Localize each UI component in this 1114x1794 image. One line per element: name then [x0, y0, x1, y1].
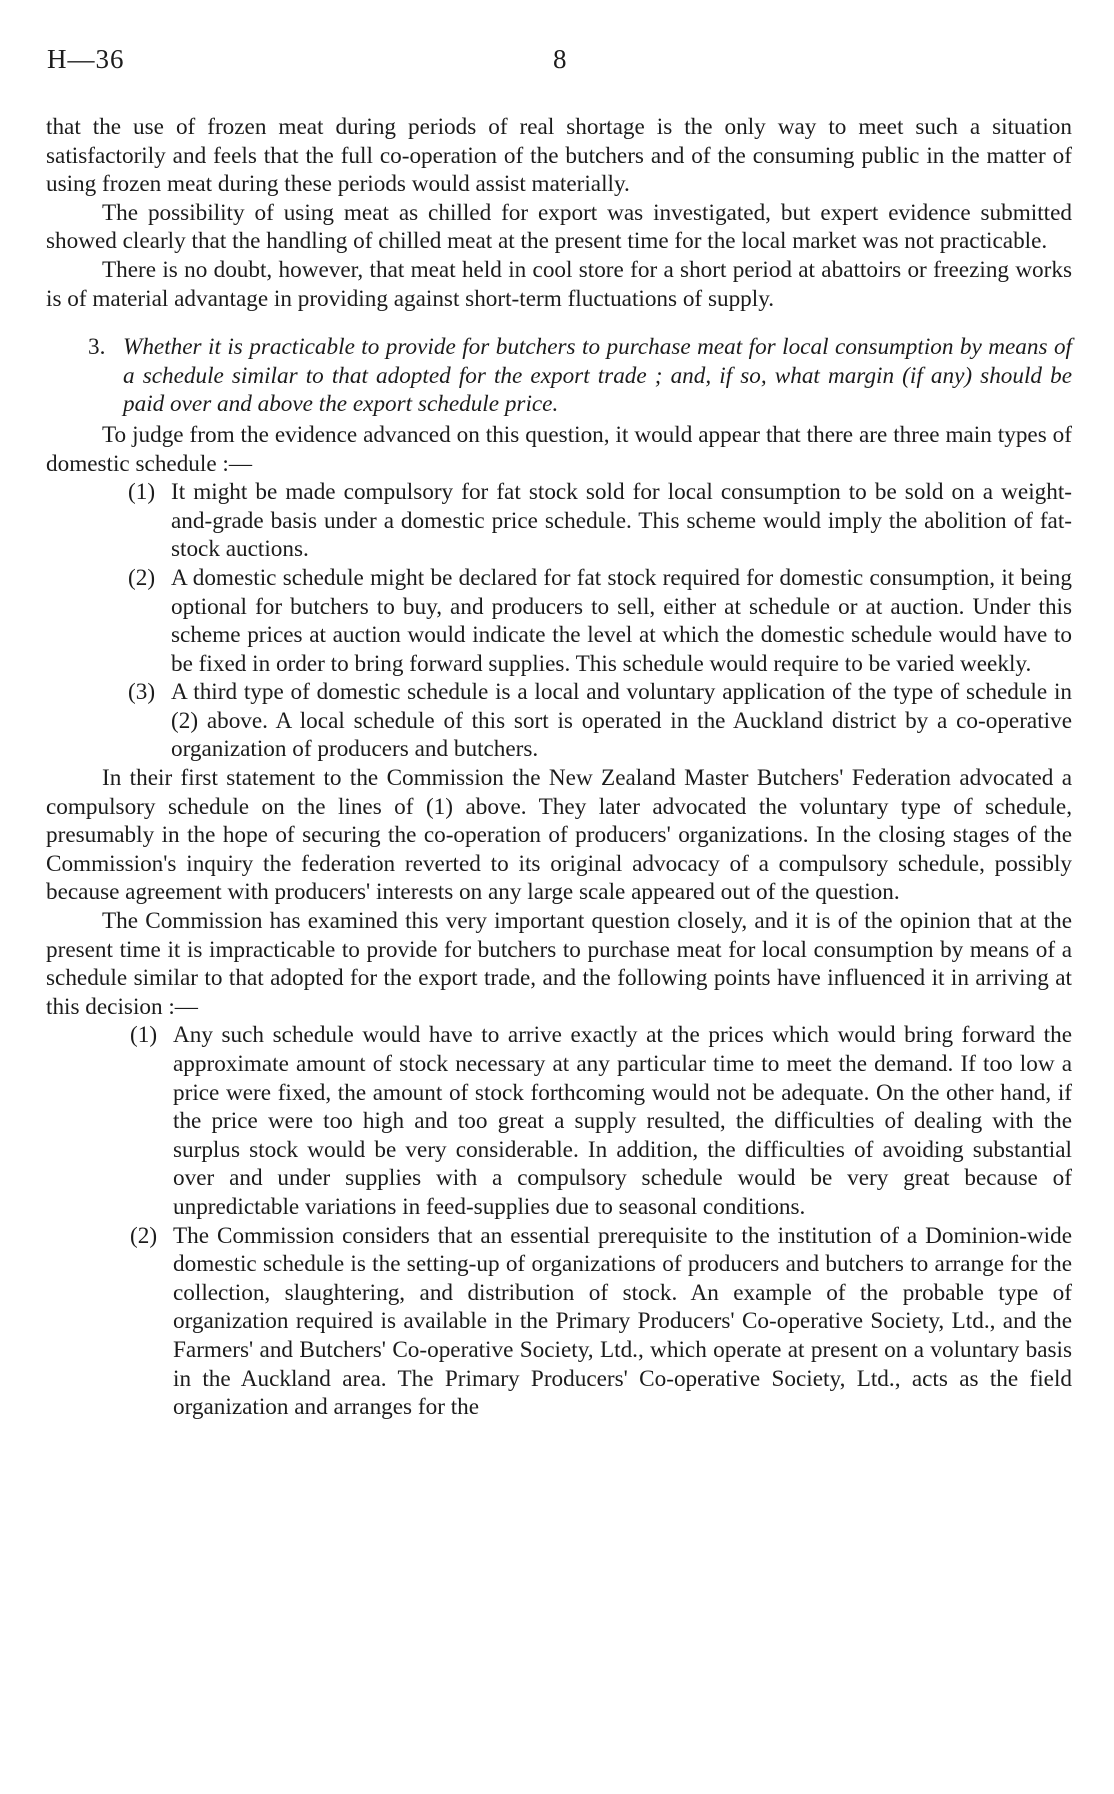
body-text: [46, 113, 1072, 1422]
report-reference: H—36: [47, 44, 125, 74]
list-text: A domestic schedule might be declared for fat stock required for domestic consumption, it being optional for butchers to buy, and producers to sell, either at schedule or at auction. Under this scheme prices at auction would indicate the level at which the domestic schedule would have to be fixed in order to bring forward supplies. This schedule would require to be varied weekly.: [171, 564, 1072, 677]
schedule-type-item: [46, 564, 1072, 678]
list-number: (3): [128, 679, 156, 706]
paragraph-frozen-meat: that the use of frozen meat during periods of real shortage is the only way to meet such a situation satisfactorily and feels that the full co-operation of the butchers and of the consuming public in the matter of using frozen meat during these periods would assist materially.: [46, 114, 1072, 198]
schedule-type-item: [46, 678, 1072, 764]
list-text: Any such schedule would have to arrive exactly at the prices which would bring forward the approximate amount of stock necessary at any particular time to meet the demand. If too low a price were fixed, the amount of stock forthcoming would not be adequate. On the other hand, if the price were too high and too great a supply resulted, the difficulties of dealing with the surplus stock would be very considerable. In addition, the difficulties of avoiding substantial over and under supplies with a compulsory schedule would be very great because of unpredictable variations in feed-supplies due to seasonal conditions.: [173, 1022, 1072, 1220]
schedule-type-item: [46, 478, 1072, 564]
list-number: (2): [128, 564, 156, 591]
list-text: A third type of domestic schedule is a local and voluntary application of the type of schedule in (2) above. A local schedule of this sort is operated in the Auckland district by a co-operative organization of producers and butchers.: [171, 679, 1072, 763]
question-heading: [46, 333, 1072, 419]
page-number: 8: [553, 44, 567, 74]
paragraph-chilled-meat: The possibility of using meat as chilled for export was investigated, but expert evidence submitted showed clearly that the handling of chilled meat at the present time for the local market was not practicable.: [46, 199, 1072, 255]
list-number: (2): [130, 1222, 158, 1249]
paragraph-commission: The Commission has examined this very important question closely, and it is of the opinion that at the present time it is impracticable to provide for butchers to purchase meat for local consumption by means of a schedule similar to that adopted for the export trade, and the following points have influenced it in arriving at this decision :—: [46, 908, 1072, 1020]
decision-point-item: [46, 1021, 1072, 1221]
question-text: Whether it is practicable to provide for butchers to purchase meat for local consumption by means of a schedule similar to that adopted for the export trade ; and, if so, what margin (if any) should be paid over and above the export schedule price.: [123, 334, 1072, 418]
list-text: The Commission considers that an essential prerequisite to the institution of a Dominion-wide domestic schedule is the setting-up of organizations of producers and butchers to arrange for the collection, slaughtering, and distribution of stock. An example of the probable type of organization required is available in the Primary Producers' Co-operative Society, Ltd., and the Farmers' and Butchers' Co-operative Society, Ltd., which operate at present on a voluntary basis in the Auckland area. The Primary Producers' Co-operative Society, Ltd., acts as the field organization and arranges for the: [173, 1222, 1072, 1421]
paragraph-intro: To judge from the evidence advanced on this question, it would appear that there are three main types of domestic schedule :—: [46, 421, 1072, 477]
paragraph-federation: In their first statement to the Commission the New Zealand Master Butchers' Federation advocated a compulsory schedule on the lines of (1) above. They later advocated the voluntary type of schedule, presumably in the hope of securing the co-operation of producers' organizations. In the closing stages of the Commission's inquiry the federation reverted to its original advocacy of a compulsory schedule, possibly because agreement with producers' interests on any large scale appeared out of the question.: [46, 765, 1072, 906]
paragraph-cool-store: There is no doubt, however, that meat held in cool store for a short period at abattoirs or freezing works is of material advantage in providing against short-term fluctuations of supply.: [46, 256, 1072, 312]
list-text: It might be made compulsory for fat stock sold for local consumption to be sold on a weight-and-grade basis under a domestic price schedule. This scheme would imply the abolition of fat-stock auctions.: [171, 479, 1072, 563]
list-number: (1): [130, 1022, 158, 1049]
decision-point-item: [46, 1222, 1072, 1422]
question-number: 3.: [88, 334, 106, 361]
list-number: (1): [128, 479, 156, 506]
